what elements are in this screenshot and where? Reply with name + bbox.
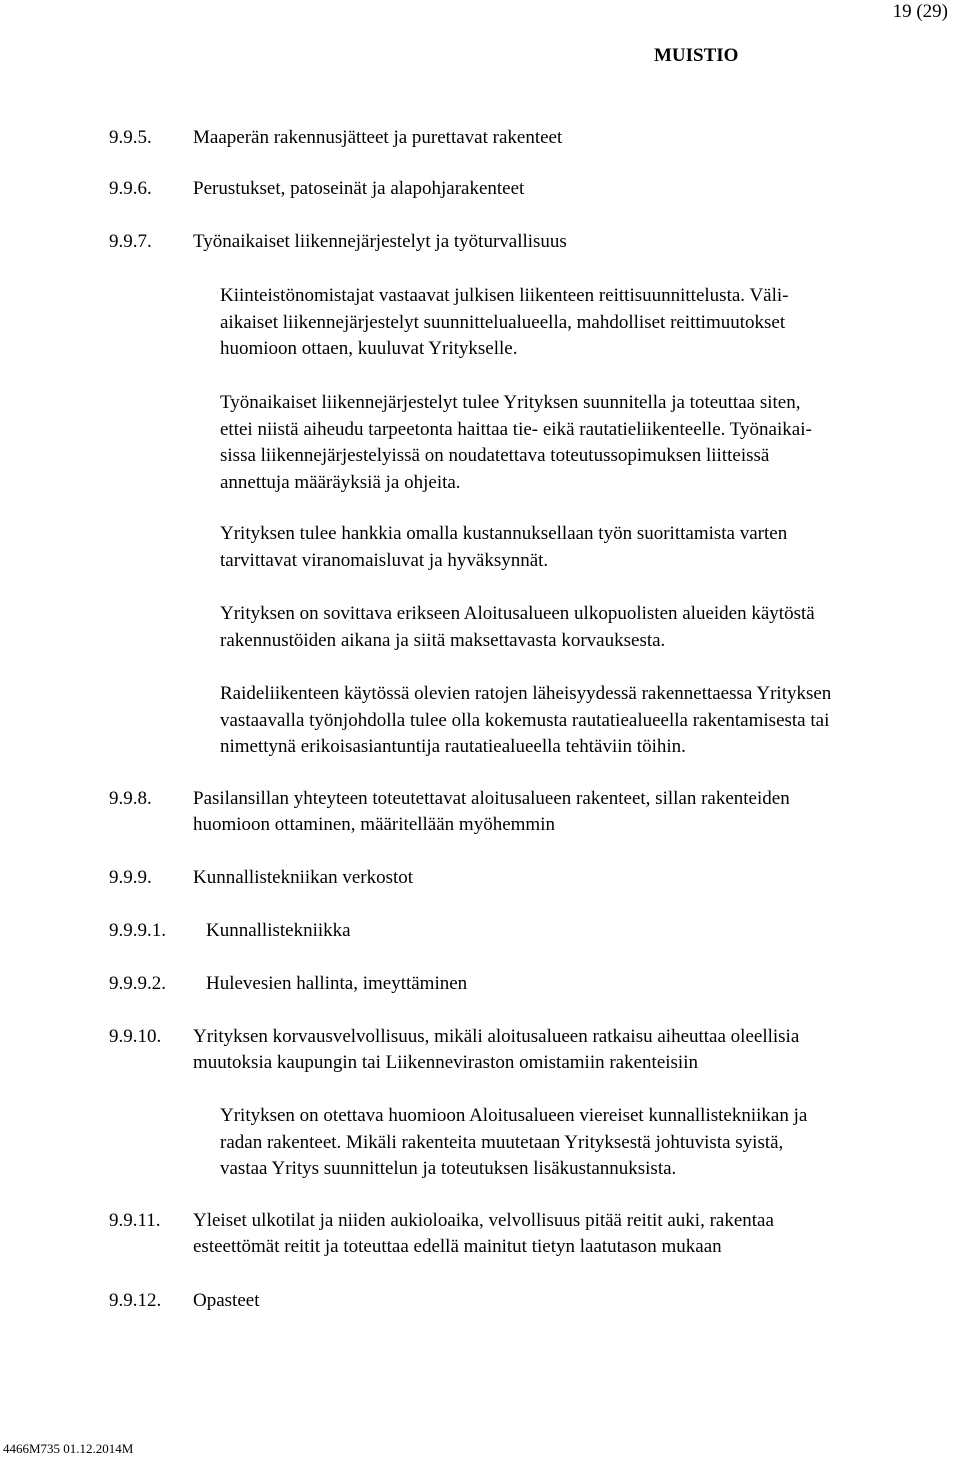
section-number: 9.9.5. <box>109 127 152 148</box>
section-number: 9.9.9. <box>109 867 152 888</box>
paragraph-line: huomioon ottaen, kuuluvat Yritykselle. <box>220 338 518 359</box>
section-title: Kunnallistekniikka <box>206 920 351 941</box>
body-paragraph <box>220 681 960 761</box>
paragraph-line: Yrityksen on sovittava erikseen Aloitusalueen ulkopuolisten alueiden käytöstä <box>220 603 815 624</box>
body-paragraph <box>220 1103 960 1183</box>
paragraph-line: Raideliikenteen käytössä olevien ratojen läheisyydessä rakennettaessa Yrityksen <box>220 683 832 704</box>
section-number: 9.9.8. <box>109 788 152 809</box>
section-title: Opasteet <box>193 1290 260 1311</box>
section-title-line: esteettömät reitit ja toteuttaa edellä mainitut tietyn laatutason mukaan <box>193 1236 722 1257</box>
paragraph-line: Yrityksen on otettava huomioon Aloitusalueen viereiset kunnallistekniikan ja <box>220 1105 808 1126</box>
paragraph-line: radan rakenteet. Mikäli rakenteita muutetaan Yrityksestä johtuvista syistä, <box>220 1131 784 1153</box>
body-paragraph <box>220 390 960 496</box>
document-title: MUISTIO <box>654 45 739 66</box>
paragraph-line: ettei niistä aiheudu tarpeetonta haittaa tie- eikä rautatieliikenteelle. Työnaikai- <box>220 418 812 440</box>
paragraph-line: aikaiset liikennejärjestelyt suunnittelualueella, mahdolliset reittimuutokset <box>220 311 786 333</box>
section-number: 9.9.6. <box>109 178 152 199</box>
section-title-line: Yleiset ulkotilat ja niiden aukioloaika, velvollisuus pitää reitit auki, rakentaa <box>193 1210 774 1231</box>
section-title: Työnaikaiset liikennejärjestelyt ja työturvallisuus <box>193 231 567 252</box>
paragraph-line: vastaavalla työnjohdolla tulee olla kokemusta rautatiealueella rakentamisesta tai <box>220 709 830 731</box>
paragraph-line: Kiinteistönomistajat vastaavat julkisen liikenteen reittisuunnittelusta. Väli- <box>220 285 789 306</box>
paragraph-line: tarvittavat viranomaisluvat ja hyväksynnät. <box>220 549 549 571</box>
section-title: Perustukset, patoseinät ja alapohjarakenteet <box>193 178 525 199</box>
section-number: 9.9.9.1. <box>109 920 166 941</box>
paragraph-line: annettuja määräyksiä ja ohjeita. <box>220 471 461 493</box>
section-title-line: huomioon ottaminen, määritellään myöhemmin <box>193 814 555 835</box>
section-number: 9.9.7. <box>109 231 152 252</box>
paragraph-line: Työnaikaiset liikennejärjestelyt tulee Yrityksen suunnitella ja toteuttaa siten, <box>220 392 801 413</box>
body-paragraph <box>220 601 960 654</box>
section-title: Hulevesien hallinta, imeyttäminen <box>206 973 468 994</box>
section-number: 9.9.12. <box>109 1290 162 1311</box>
section-title-line: Yrityksen korvausvelvollisuus, mikäli aloitusalueen ratkaisu aiheuttaa oleellisia <box>193 1026 800 1047</box>
section-title-line: muutoksia kaupungin tai Liikenneviraston omistamiin rakenteisiin <box>193 1052 698 1073</box>
paragraph-line: nimettynä erikoisasiantuntija rautatiealueella tehtäviin töihin. <box>220 736 686 757</box>
paragraph-line: vastaa Yritys suunnittelun ja toteutuksen lisäkustannuksista. <box>220 1158 677 1179</box>
section-title: Kunnallistekniikan verkostot <box>193 867 414 888</box>
body-paragraph <box>220 283 960 363</box>
section-title <box>193 786 953 838</box>
footer-document-code: 4466M735 01.12.2014M <box>3 1441 134 1456</box>
section-title-line: Pasilansillan yhteyteen toteutettavat aloitusalueen rakenteet, sillan rakenteiden <box>193 788 790 809</box>
paragraph-line: rakennustöiden aikana ja siitä maksettavasta korvauksesta. <box>220 629 666 651</box>
body-paragraph <box>220 521 960 574</box>
section-title: Maaperän rakennusjätteet ja purettavat rakenteet <box>193 127 563 148</box>
section-number: 9.9.9.2. <box>109 973 166 994</box>
section-number: 9.9.11. <box>109 1210 161 1231</box>
paragraph-line: sissa liikennejärjestelyissä on noudatettava toteutussopimuksen liitteissä <box>220 445 770 466</box>
paragraph-line: Yrityksen tulee hankkia omalla kustannuksellaan työn suorittamista varten <box>220 523 788 544</box>
section-title <box>193 1024 953 1076</box>
section-number: 9.9.10. <box>109 1026 162 1047</box>
page-number: 19 (29) <box>892 1 948 22</box>
section-title <box>193 1208 953 1260</box>
